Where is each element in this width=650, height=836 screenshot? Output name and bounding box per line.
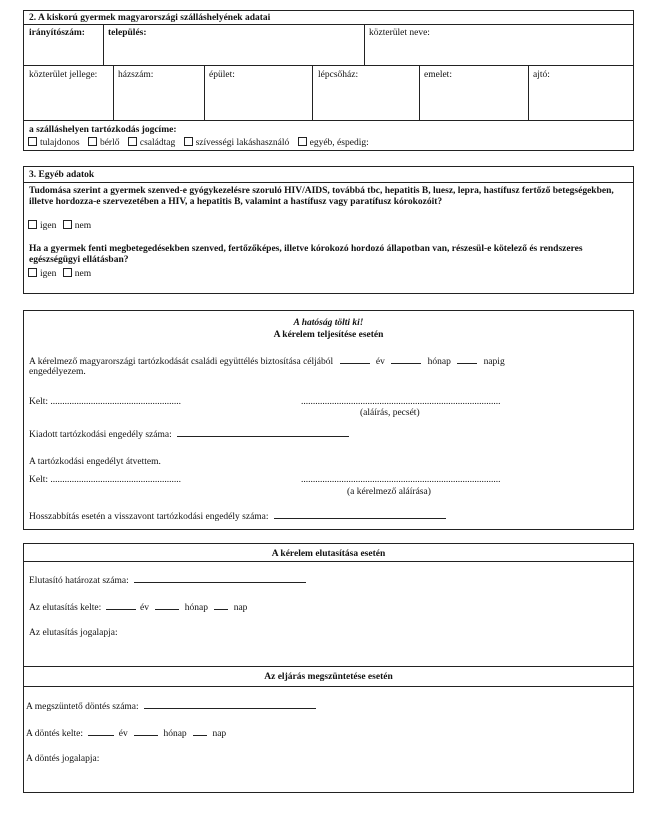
city-label: település: bbox=[108, 28, 147, 38]
checkbox-q2-yes[interactable] bbox=[28, 268, 37, 277]
applicant-signature-caption: (a kérelmező aláírása) bbox=[347, 487, 431, 497]
street-name-label: közterület neve: bbox=[369, 28, 430, 38]
rejection-date-line: Az elutasítás kelte: év hónap nap bbox=[29, 603, 248, 613]
checkbox-q1-no[interactable] bbox=[63, 220, 72, 229]
receipt-date-field[interactable]: Kelt: ....................................................... bbox=[29, 475, 181, 485]
q2-answers: igen nem bbox=[28, 268, 91, 280]
legal-title-options: tulajdonos bérlő családtag szívességi lakáshasználó egyéb, éspedig: bbox=[28, 137, 375, 149]
health-question-1: Tudomása szerint a gyermek szenved-e gyógykezelésre szoruló HIV/AIDS, továbbá tbc, hepatitis B, luesz, lepra, hastífusz fertőző betegségekben, illetve hordozza-e szervezetében a HIV, a hepatitis B, valamint a hastífusz vagy paratífusz kórokozóit? bbox=[29, 186, 614, 207]
issue-date-field[interactable]: Kelt: ....................................................... bbox=[29, 397, 181, 407]
approval-months-field[interactable] bbox=[391, 355, 421, 364]
termination-title: Az eljárás megszüntetése esetén bbox=[264, 672, 393, 682]
permit-number-line: Kiadott tartózkodási engedély száma: bbox=[29, 428, 349, 441]
checkbox-family-member[interactable] bbox=[128, 137, 137, 146]
checkbox-q1-yes[interactable] bbox=[28, 220, 37, 229]
signature-stamp-caption: (aláírás, pecsét) bbox=[360, 408, 420, 418]
rejection-legal-basis-label: Az elutasítás jogalapja: bbox=[29, 628, 118, 638]
rejection-month-field[interactable] bbox=[155, 601, 179, 610]
revoked-permit-line: Hosszabbítás esetén a visszavont tartózkodási engedély száma: bbox=[29, 510, 446, 523]
rejection-title: A kérelem elutasítása esetén bbox=[271, 549, 386, 559]
applicant-signature-line[interactable]: .................................................................................... bbox=[301, 475, 501, 485]
street-type-label: közterület jellege: bbox=[29, 70, 98, 80]
checkbox-other[interactable] bbox=[298, 137, 307, 146]
termination-year-field[interactable] bbox=[88, 727, 114, 736]
postal-code-label: irányítószám: bbox=[29, 28, 85, 38]
revoked-permit-field[interactable] bbox=[274, 510, 446, 519]
rejection-day-field[interactable] bbox=[214, 601, 228, 610]
termination-month-field[interactable] bbox=[134, 727, 158, 736]
termination-number-line: A megszüntető döntés száma: bbox=[26, 700, 316, 713]
received-statement: A tartózkodási engedélyt átvettem. bbox=[29, 457, 161, 467]
approval-line: A kérelmező magyarországi tartózkodását családi együttélés biztosítása céljából év hónap napig bbox=[29, 357, 505, 367]
termination-day-field[interactable] bbox=[193, 727, 207, 736]
section3-title: 3. Egyéb adatok bbox=[29, 170, 95, 180]
rejection-year-field[interactable] bbox=[106, 601, 136, 610]
door-label: ajtó: bbox=[533, 70, 550, 80]
permit-number-field[interactable] bbox=[177, 428, 349, 437]
authority-header: A hatóság tölti ki! bbox=[293, 318, 364, 328]
signature-line[interactable]: .................................................................................... bbox=[301, 397, 501, 407]
checkbox-courtesy-use[interactable] bbox=[184, 137, 193, 146]
checkbox-owner[interactable] bbox=[28, 137, 37, 146]
authority-box bbox=[23, 310, 634, 530]
floor-label: emelet: bbox=[424, 70, 452, 80]
approval-years-field[interactable] bbox=[340, 355, 370, 364]
building-label: épület: bbox=[209, 70, 235, 80]
health-question-2: Ha a gyermek fenti megbetegedésekben szenved, fertőzőképes, illetve kórokozó hordozó állapotban van, részesül-e kötelező és rendszeres egészségügyi ellátásban? bbox=[29, 244, 583, 265]
approval-subheader: A kérelem teljesítése esetén bbox=[273, 330, 384, 340]
termination-number-field[interactable] bbox=[144, 700, 316, 709]
house-number-label: házszám: bbox=[118, 70, 154, 80]
rejection-number-line: Elutasító határozat száma: bbox=[29, 574, 306, 587]
approval-line-end: engedélyezem. bbox=[29, 367, 86, 377]
legal-title-label: a szálláshelyen tartózkodás jogcíme: bbox=[29, 125, 177, 135]
termination-date-line: A döntés kelte: év hónap nap bbox=[26, 729, 227, 739]
checkbox-q2-no[interactable] bbox=[63, 268, 72, 277]
approval-days-field[interactable] bbox=[457, 355, 477, 364]
checkbox-tenant[interactable] bbox=[88, 137, 97, 146]
staircase-label: lépcsőház: bbox=[318, 70, 359, 80]
termination-legal-basis-label: A döntés jogalapja: bbox=[26, 754, 100, 764]
q1-answers: igen nem bbox=[28, 220, 91, 232]
section2-title: 2. A kiskorú gyermek magyarországi szálláshelyének adatai bbox=[29, 13, 271, 23]
rejection-number-field[interactable] bbox=[134, 574, 306, 583]
